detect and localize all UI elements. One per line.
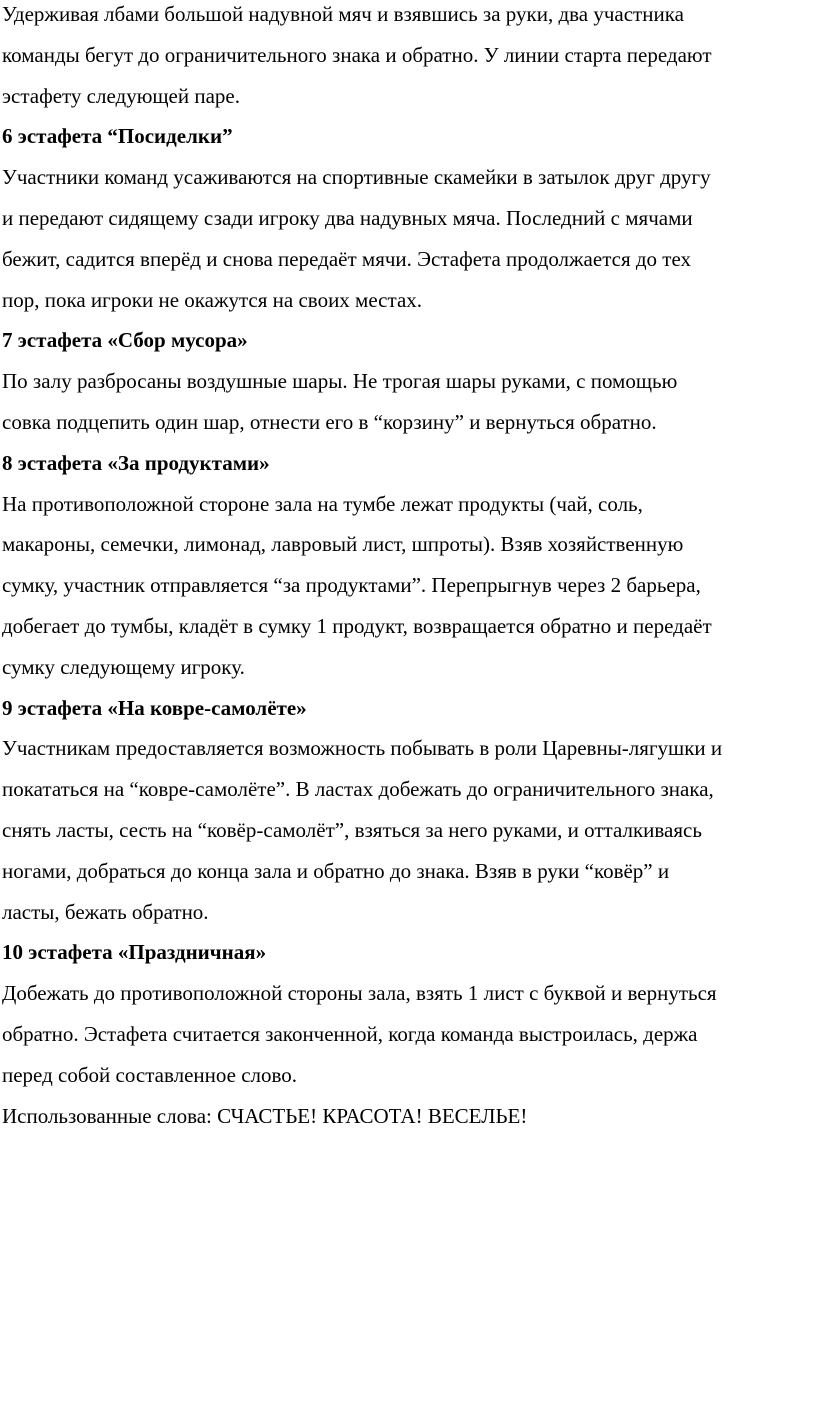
text-line: сумку следующему игроку.	[2, 654, 245, 679]
text-line: Добежать до противоположной стороны зала, взять 1 лист с буквой и вернуться	[2, 981, 717, 1006]
text-line: бежит, садится вперёд и снова передаёт мячи. Эстафета продолжается до тех	[2, 246, 692, 271]
text-line: покататься на “ковре-самолёте”. В ластах добежать до ограничительного знака,	[2, 777, 714, 802]
relay-6-paragraph	[2, 157, 812, 320]
text-line: сумку, участник отправляется “за продуктами”. Перепрыгнув через 2 барьера,	[2, 573, 701, 598]
text-line: ногами, добраться до конца зала и обратно до знака. Взяв в руки “ковёр” и	[2, 858, 670, 883]
text-line: обратно. Эстафета считается законченной, когда команда выстроилась, держа	[2, 1021, 698, 1046]
relay-10-paragraph	[2, 973, 812, 1095]
text-line: По залу разбросаны воздушные шары. Не трогая шары руками, с помощью	[2, 369, 678, 394]
relay-9-paragraph	[2, 728, 812, 932]
text-line: Участники команд усаживаются на спортивные скамейки в затылок друг другу	[2, 165, 711, 190]
relay-10-heading: 10 эстафета «Праздничная»	[2, 940, 267, 965]
relay-8-heading: 8 эстафета «За продуктами»	[2, 450, 270, 475]
text-line: Удерживая лбами большой надувной мяч и взявшись за руки, два участника	[2, 2, 684, 26]
relay-7-paragraph	[2, 361, 812, 443]
text-line: макароны, семечки, лимонад, лавровый лист, шпроты). Взяв хозяйственную	[2, 532, 684, 557]
text-line: перед собой составленное слово.	[2, 1062, 298, 1087]
text-line: добегает до тумбы, кладёт в сумку 1 продукт, возвращается обратно и передаёт	[2, 613, 712, 638]
text-line: эстафету следующей паре.	[2, 83, 240, 108]
text-line: снять ласты, сесть на “ковёр-самолёт”, взяться за него руками, и отталкиваясь	[2, 817, 702, 842]
relay-6-heading: 6 эстафета “Посиделки”	[2, 124, 233, 149]
text-line: Использованные слова: СЧАСТЬЕ! КРАСОТА! ВЕСЕЛЬЕ!	[2, 1103, 528, 1128]
relay-9-heading: 9 эстафета «На ковре-самолёте»	[2, 695, 307, 720]
used-words-paragraph	[2, 1096, 812, 1137]
text-line: и передают сидящему сзади игроку два надувных мяча. Последний с мячами	[2, 205, 693, 230]
text-line: ласты, бежать обратно.	[2, 899, 209, 924]
text-line: команды бегут до ограничительного знака и обратно. У линии старта передают	[2, 42, 712, 67]
text-line: пор, пока игроки не окажутся на своих местах.	[2, 287, 423, 312]
relay-7-heading: 7 эстафета «Сбор мусора»	[2, 328, 248, 353]
text-line: совка подцепить один шар, отнести его в “корзину” и вернуться обратно.	[2, 409, 657, 434]
intro-paragraph	[2, 0, 812, 116]
text-line: На противоположной стороне зала на тумбе лежат продукты (чай, соль,	[2, 491, 643, 516]
relay-8-paragraph	[2, 484, 812, 688]
text-line: Участникам предоставляется возможность побывать в роли Царевны-лягушки и	[2, 736, 723, 761]
